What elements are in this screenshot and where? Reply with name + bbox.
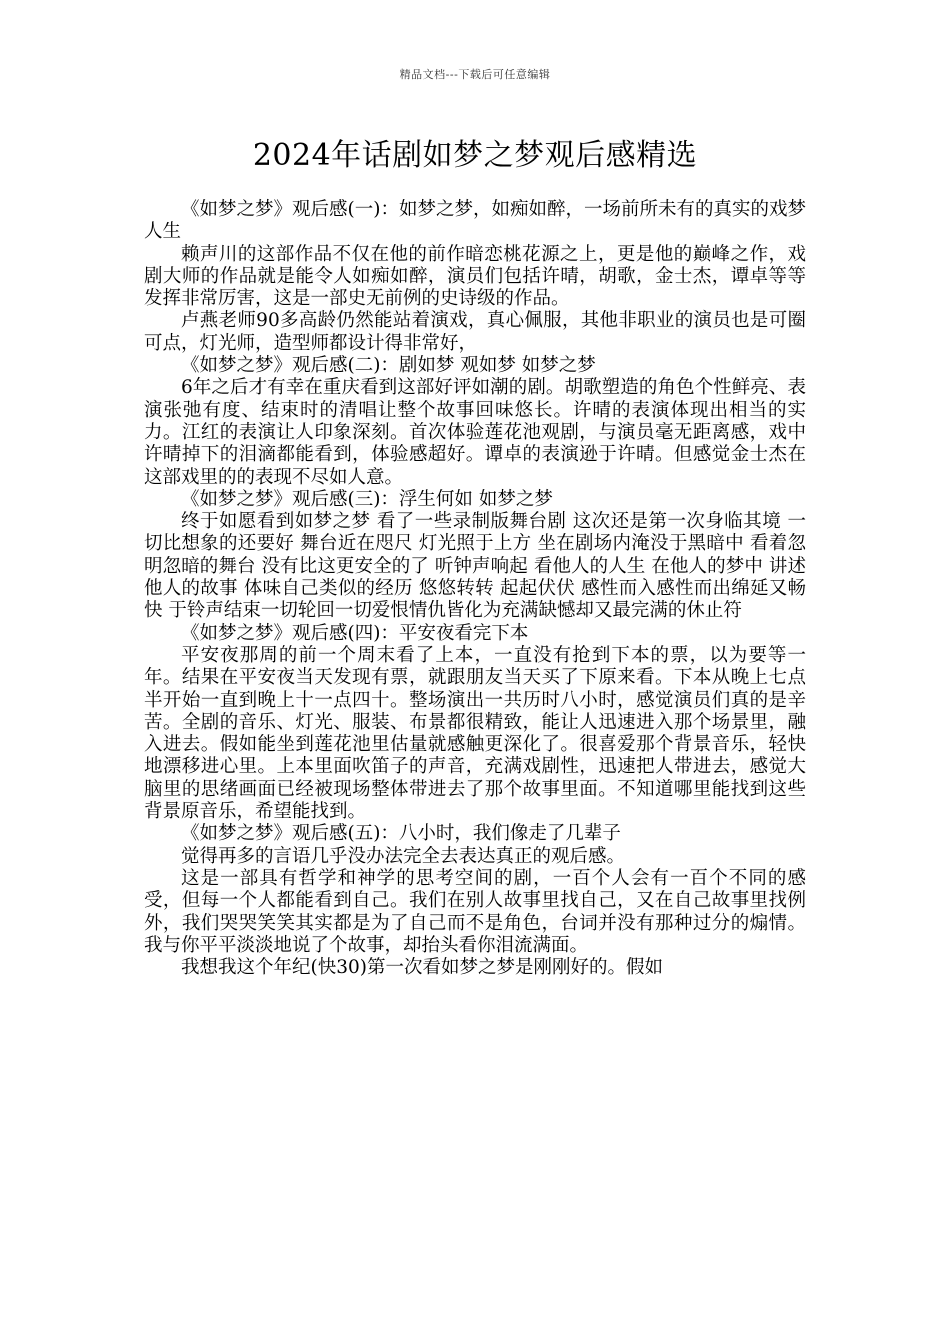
document-title: 2024年话剧如梦之梦观后感精选 bbox=[252, 138, 698, 173]
body-paragraph: 6年之后才有幸在重庆看到这部好评如潮的剧。胡歌塑造的角色个性鲜亮、表演张弛有度、结束时的清唱让整个故事回味悠长。许晴的表演体现出相当的实力。江红的表演让人印象深刻。首次体验莲花池观剧，与演员毫无距离感，戏中许晴掉下的泪滴都能看到，体验感超好。谭卓的表演逊于许晴。但感觉金士杰在这部戏里的的表现不尽如人意。 bbox=[144, 377, 806, 488]
document-body bbox=[144, 199, 806, 979]
body-paragraph: 觉得再多的言语几乎没办法完全去表达真正的观后感。 bbox=[181, 845, 626, 867]
body-paragraph: 这是一部具有哲学和神学的思考空间的剧，一百个人会有一百个不同的感受，但每一个人都能看到自己。我们在别人故事里找自己，又在自己故事里找例外，我们哭哭笑笑其实都是为了自己而不是角色，台词并没有那种过分的煽情。我与你平平淡淡地说了个故事，却抬头看你泪流满面。 bbox=[144, 867, 806, 956]
body-paragraph: 我想我这个年纪(快30)第一次看如梦之梦是刚刚好的。假如 bbox=[181, 957, 663, 979]
section-heading: 《如梦之梦》观后感(五)：八小时，我们像走了几辈子 bbox=[181, 823, 621, 845]
section-heading: 《如梦之梦》观后感(四)：平安夜看完下本 bbox=[181, 622, 529, 644]
body-paragraph: 平安夜那周的前一个周末看了上本，一直没有抢到下本的票，以为要等一年。结果在平安夜当天发现有票，就跟朋友当天买了下原来看。下本从晚上七点半开始一直到晚上十一点四十。整场演出一共历时八小时，感觉演员们真的是辛苦。全剧的音乐、灯光、服装、布景都很精致，能让人迅速进入那个场景里，融入进去。假如能坐到莲花池里估量就感触更深化了。很喜爱那个背景音乐，轻快地漂移进心里。上本里面吹笛子的声音，充满戏剧性，迅速把人带进去，感觉大脑里的思绪画面已经被现场整体带进去了那个故事里面。不知道哪里能找到这些背景原音乐，希望能找到。 bbox=[144, 644, 806, 823]
body-paragraph: 终于如愿看到如梦之梦 看了一些录制版舞台剧 这次还是第一次身临其境 一切比想象的还要好 舞台近在咫尺 灯光照于上方 坐在剧场内淹没于黑暗中 看着忽明忽暗的舞台 没有比这更安全的了 听钟声响起 看他人的人生 在他人的梦中 讲述他人的故事 体味自己类似的经历 悠悠转转 起起伏伏 感性而入感性而出绵延又畅快 于铃声结束一切轮回一切爱恨情仇皆化为充满缺憾却又最完满的休止符 bbox=[144, 511, 806, 622]
section-heading: 《如梦之梦》观后感(二)：剧如梦 观如梦 如梦之梦 bbox=[181, 355, 596, 377]
body-paragraph: 卢燕老师90多高龄仍然能站着演戏，真心佩服，其他非职业的演员也是可圈可点，灯光师，造型师都设计得非常好， bbox=[144, 310, 806, 354]
section-heading: 《如梦之梦》观后感(三)：浮生何如 如梦之梦 bbox=[181, 488, 553, 510]
section-heading: 《如梦之梦》观后感(一)：如梦之梦，如痴如醉，一场前所未有的真实的戏梦人生 bbox=[144, 199, 806, 243]
header-note: 精品文档---下载后可任意编辑 bbox=[399, 68, 551, 81]
body-paragraph: 赖声川的这部作品不仅在他的前作暗恋桃花源之上，更是他的巅峰之作，戏剧大师的作品就是能令人如痴如醉，演员们包括许晴，胡歌，金士杰，谭卓等等发挥非常厉害，这是一部史无前例的史诗级的作品。 bbox=[144, 243, 806, 310]
